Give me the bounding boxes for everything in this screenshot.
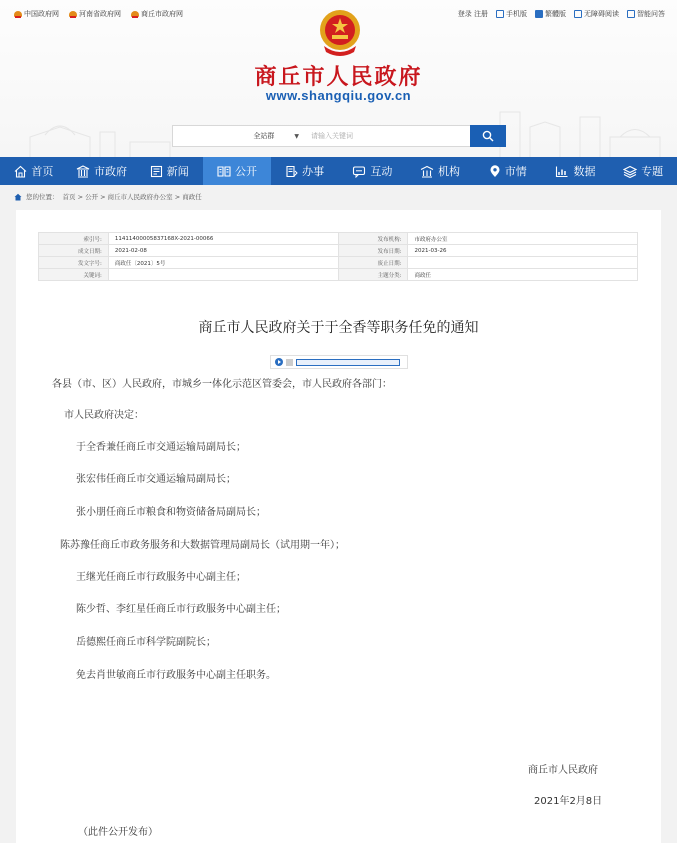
nav-city-info[interactable] bbox=[474, 157, 542, 185]
document-footnote: （此件公开发布） bbox=[78, 827, 158, 838]
breadcrumb-path[interactable]: 首页 > 公开 > 商丘市人民政府办公室 > 商政任 bbox=[62, 193, 202, 201]
nav-city-info-label: 市情 bbox=[504, 165, 527, 178]
nav-home-label: 首页 bbox=[31, 165, 54, 178]
layers-icon bbox=[623, 165, 637, 178]
chevron-down-icon: ▼ bbox=[294, 132, 299, 140]
smart-qa-link[interactable] bbox=[627, 9, 665, 19]
traditional-chinese-label: 繁體版 bbox=[545, 10, 566, 18]
government-building-icon bbox=[76, 165, 90, 178]
institution-icon bbox=[420, 165, 434, 178]
meta-key: 主题分类: bbox=[338, 269, 408, 281]
top-links-bar bbox=[0, 0, 677, 26]
meta-key: 成文日期: bbox=[39, 245, 109, 257]
document-title: 商丘市人民政府关于于全香等职务任免的通知 bbox=[198, 320, 479, 336]
nav-public[interactable] bbox=[203, 157, 271, 185]
open-book-icon bbox=[217, 165, 231, 177]
meta-value bbox=[108, 269, 338, 281]
table-row bbox=[39, 245, 638, 257]
site-url[interactable]: www.shangqiu.gov.cn bbox=[265, 88, 412, 103]
search-scope-select[interactable] bbox=[173, 126, 305, 146]
traditional-chinese-icon bbox=[535, 10, 543, 18]
meta-value: 2021-02-08 bbox=[108, 245, 338, 257]
meta-key: 发布日期: bbox=[338, 245, 408, 257]
nav-government-label: 市政府 bbox=[94, 165, 128, 178]
audio-progress-bar[interactable] bbox=[296, 359, 400, 366]
login-register-link[interactable]: 登录 注册 bbox=[457, 10, 488, 18]
document-metadata-table bbox=[38, 232, 638, 281]
stop-icon[interactable] bbox=[286, 359, 293, 366]
meta-key: 关键词: bbox=[39, 269, 109, 281]
meta-key: 发布机构: bbox=[338, 233, 408, 245]
nav-news[interactable] bbox=[135, 157, 203, 185]
meta-key: 索引号: bbox=[39, 233, 109, 245]
nav-news-label: 新闻 bbox=[166, 165, 189, 178]
mobile-version-label: 手机版 bbox=[506, 10, 527, 18]
meta-value bbox=[408, 257, 638, 269]
bar-chart-icon bbox=[555, 165, 569, 178]
nav-home[interactable] bbox=[0, 157, 68, 185]
link-henan-gov-label: 河南省政府网 bbox=[79, 10, 121, 18]
link-gov-cn[interactable] bbox=[14, 9, 59, 19]
appointment-item: 张小朋任商丘市粮食和物资储备局副局长； bbox=[76, 507, 266, 518]
smart-qa-label: 智能问答 bbox=[637, 10, 665, 18]
nav-institutions-label: 机构 bbox=[438, 165, 461, 178]
accessibility-link[interactable] bbox=[574, 9, 619, 19]
breadcrumb-prefix: 您的位置： bbox=[26, 193, 59, 201]
accessibility-label: 无障碍阅读 bbox=[584, 10, 619, 18]
main-nav bbox=[0, 157, 677, 185]
meta-value: 商政任 bbox=[408, 269, 638, 281]
home-icon bbox=[14, 193, 22, 201]
appointment-item: 陈苏豫任商丘市政务服务和大数据管理局副局长（试用期一年）； bbox=[60, 540, 345, 551]
nav-data-label: 数据 bbox=[573, 165, 596, 178]
nav-topics[interactable] bbox=[609, 157, 677, 185]
gov-emblem-icon bbox=[131, 11, 139, 17]
breadcrumb bbox=[14, 192, 202, 201]
play-icon[interactable] bbox=[275, 358, 283, 366]
chat-bubble-icon bbox=[352, 165, 366, 178]
appointment-item: 于全香兼任商丘市交通运输局副局长； bbox=[76, 442, 246, 453]
document-date: 2021年2月8日 bbox=[534, 796, 603, 807]
meta-value: 商政任〔2021〕5号 bbox=[108, 257, 338, 269]
document-decision: 市人民政府决定： bbox=[64, 410, 144, 421]
nav-interaction-label: 互动 bbox=[370, 165, 393, 178]
nav-services[interactable] bbox=[271, 157, 339, 185]
search-bar bbox=[172, 125, 506, 147]
appointment-item: 陈少哲、李红星任商丘市行政服务中心副主任； bbox=[76, 604, 286, 615]
meta-key: 发文字号: bbox=[39, 257, 109, 269]
meta-value: 2021-03-26 bbox=[408, 245, 638, 257]
meta-value: 11411400005837168X-2021-00066 bbox=[108, 233, 338, 245]
link-shangqiu-gov-label: 商丘市政府网 bbox=[141, 10, 183, 18]
link-henan-gov[interactable] bbox=[69, 9, 121, 19]
nav-data[interactable] bbox=[542, 157, 610, 185]
appointment-item: 王继光任商丘市行政服务中心副主任； bbox=[76, 572, 246, 583]
accessibility-icon bbox=[574, 10, 582, 18]
link-shangqiu-gov[interactable] bbox=[131, 9, 183, 19]
nav-topics-label: 专题 bbox=[641, 165, 664, 178]
traditional-chinese-link[interactable] bbox=[535, 9, 566, 19]
appointment-item: 免去肖世敏商丘市行政服务中心副主任职务。 bbox=[76, 670, 276, 681]
mobile-icon bbox=[496, 10, 504, 18]
chat-icon bbox=[627, 10, 635, 18]
home-icon bbox=[14, 165, 27, 178]
search-icon bbox=[482, 130, 494, 142]
nav-public-label: 公开 bbox=[234, 165, 257, 178]
meta-key: 废止日期: bbox=[338, 257, 408, 269]
gov-emblem-icon bbox=[14, 11, 22, 17]
gov-emblem-icon bbox=[69, 11, 77, 17]
document-signature: 商丘市人民政府 bbox=[528, 765, 598, 776]
document-salutation: 各县（市、区）人民政府，市城乡一体化示范区管委会，市人民政府各部门： bbox=[52, 379, 392, 390]
link-gov-cn-label: 中国政府网 bbox=[24, 10, 59, 18]
mobile-version-link[interactable] bbox=[496, 9, 527, 19]
table-row bbox=[39, 233, 638, 245]
appointment-item: 张宏伟任商丘市交通运输局副局长； bbox=[76, 474, 236, 485]
nav-services-label: 办事 bbox=[302, 165, 325, 178]
nav-institutions[interactable] bbox=[406, 157, 474, 185]
location-pin-icon bbox=[489, 165, 501, 178]
nav-government[interactable] bbox=[68, 157, 136, 185]
search-button[interactable] bbox=[470, 125, 506, 147]
appointment-item: 岳德熙任商丘市科学院副院长； bbox=[76, 637, 216, 648]
article-card bbox=[16, 210, 661, 843]
nav-interaction[interactable] bbox=[339, 157, 407, 185]
audio-player bbox=[270, 355, 408, 369]
meta-value: 市政府办公室 bbox=[408, 233, 638, 245]
table-row bbox=[39, 269, 638, 281]
site-title: 商丘市人民政府 bbox=[254, 64, 423, 90]
search-scope-label: 全站群 bbox=[253, 132, 275, 140]
document-pen-icon bbox=[285, 165, 298, 178]
table-row bbox=[39, 257, 638, 269]
search-input[interactable] bbox=[305, 126, 470, 146]
newspaper-icon bbox=[150, 165, 163, 178]
